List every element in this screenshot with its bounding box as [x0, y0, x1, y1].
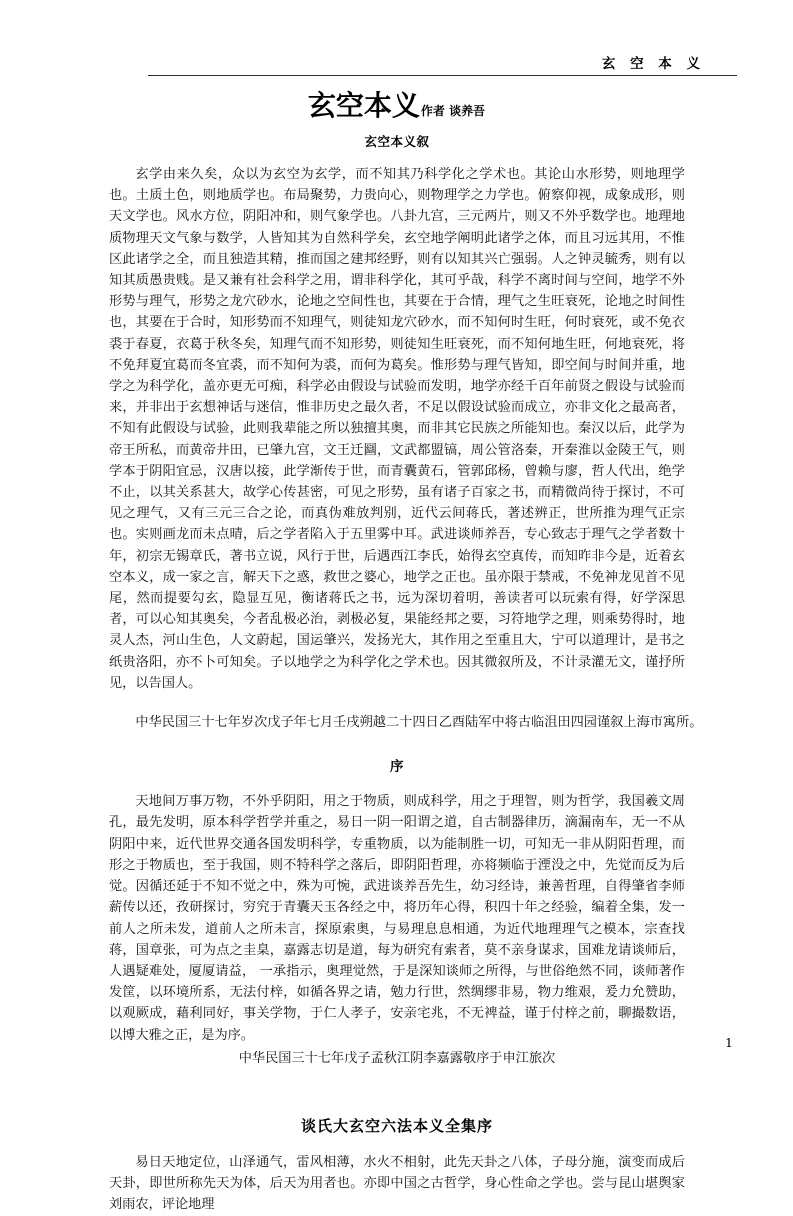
- author-byline: 作者 谈养吾: [420, 104, 486, 118]
- running-header-title: 玄 空 本 义: [601, 56, 705, 72]
- paragraph-quanji-xu: 易日天地定位，山泽通气，雷风相薄，水火不相射，此先天卦之八体，子母分施，演变而成后天卦，即世所称先天为体，后天为用者也。亦即中国之古哲学，身心性命之学也。尝与昆山堪舆家刘雨农，评论地理: [109, 1154, 685, 1213]
- section-heading-xu: 序: [390, 759, 404, 776]
- page-title: 玄空本义: [307, 89, 420, 122]
- running-header: [148, 52, 737, 80]
- paragraph-xuankong-benyi-xu: 玄学由来久矣，众以为玄空为玄学，而不知其乃科学化之学术也。其论山水形势，则地理学也。土质土色，则地质学也。布局聚势，力贵向心，则物理学之力学也。俯察仰视，成象成形，则天文学也。风水方位，阴阳冲和，则气象学也。八卦九宫，三元两片，则又不外乎数学也。地理地质物理天文气象与数学，人皆知其为自然科学矣，玄空地学阐明此诸学之体，而且习远其用，不惟区此诸学之全，而且独造其精，推而国之建邦经野，则有以知其兴亡强弱。人之钟灵毓秀，则有以知其质愚贵贱。是又兼有社会科学之用，谓非科学化，其可乎哉，科学不离时间与空间，地学不外形势与理气，形势之龙穴砂水，论地之空间性也，其要在于合情，理气之生旺衰死，论地之时间性也，其要在于合时，知形势而不知理气，则徒知龙穴砂水，而不知何时生旺，何时衰死，或不免衣裘于春夏，衣葛于秋冬矣，知理气而不知形势，则徒知生旺衰死，而不知何地生旺，何地衰死，将不免拜夏宜葛而冬宜裘，而不知何为裘，而何为葛矣。惟形势与理气皆知，即空间与时间并重，地学之为科学化，盖亦更无可痴，科学必由假设与试验而发明，地学亦经千百年前贤之假设与试验而来，并非出于玄想神话与迷信，惟非历史之最久者，不足以假设试验而成立，亦非文化之最高者，不知有此假设与试验，此则我辈能之所以独擅其奥，而非其它民族之所能知也。秦汉以后，此学为帝王所私，而黄帝井田，已肇九宫，文王迁圝，文武都盟镐，周公管洛秦，开秦淮以金陵王气，则学本于阴阳宜忌，汉唐以接，此学渐传于世，而青囊黄石，管郭邱杨，曾赖与廖，哲人代出，绝学不止，以其关系甚大，故学心传甚密，可见之形势，虽有诸子百家之书，而精微尚待于探讨，不可见之理气，又有三元三合之论，而真伪难放判别，近代云间蒋氏，著述辨正，世所推为理气正宗也。实则画龙而未点晴，后之学者陷入于五里雾中耳。武进谈师养吾，专心致志于理气之学者数十年，初宗无锡章氏，著书立说，风行于世，后遇西江李氏，始得玄空真传，而知昨非今是，近着玄空本义，成一家之言，解天下之惑，救世之婆心，地学之正也。虽亦限于禁戒，不免神龙见首不见尾，然而提要勾玄，隐显互见，衡诸蒋氏之书，远为深切着明，善读者可以玩索有得，好学深思者，可以心知其奥矣，今者乱极必治，剥极必复，果能经邦之要，习符地学之理，则乘势得时，地灵人杰，河山生色，人文蔚起，国运肇兴，发扬光大，其作用之至重且大，宁可以道理计，是书之纸贵洛阳，亦不卜可知矣。子以地学之为科学化之学术也。因其微叙所及，不计录灌无文，谨抒所见，以告国人。: [109, 167, 685, 691]
- paragraph-xu: 天地间万事万物，不外乎阴阳，用之于物质，则成科学，用之于理智，则为哲学，我国羲文周孔，最先发明，原本科学哲学并重之，易日一阴一阳谓之道，自古制器律历，滴漏南车，无一不从阴阳中来，近代世界交通各国发明科学，专重物质，以为能制胜一切，可知无一非从阴阳哲理，而形之于物质也，至于我国，则不特科学之落后，即阴阳哲理，亦将频临于湮没之中，先觉而反为后觉。因循还延于不知不觉之中，殊为可惋，武进谈养吾先生，幼习经诗，兼善哲理，自得肇省李师薪传以还，孜研探讨，穷究于青囊天玉各经之中，将历年心得，积四十年之经验，编着全集，发一前人之所未发，道前人之所未言，探原索奥，与易理息息相通，为近代地理理气之模本，宗查找蒋，国章张，可为点之圭臬，嘉露志切是道，每为研究有索者，莫不亲身谋求，国难龙请谈师后，人遇疑难处，厦厦请益， 一承指示，奥理觉然，于是深知谈师之所得，与世俗绝然不同，谈师著作发筐，以环境所系，无法付梓，如循各界之请，勉力行世，然绸缪非易，物力维艰，爰力允赞助，以观厥成，藉利同好，事关学物，于仁人孝子，安亲宅兆，不无裨益，谨于付梓之前，聊撮数语，以博大雅之正，是为序。: [109, 794, 685, 1043]
- date-line-xuankong-benyi-xu: 中华民国三十七年岁次戊子年七月壬戌朔越二十四日乙酉陆军中将古临沮田四园谨叙上海市寓所。: [135, 715, 703, 731]
- header-divider-rule: [148, 75, 737, 76]
- section-heading-quanji-xu: 谈氏大玄空六法本义全集序: [300, 1116, 493, 1135]
- page-number: 1: [725, 1035, 733, 1050]
- title-block: [0, 84, 793, 124]
- section-heading-xuankong-benyi-xu: 玄空本义叙: [364, 134, 430, 149]
- date-line-xu: 中华民国三十七年戊子孟秋江阴李嘉露敬序于申江旅次: [238, 1050, 556, 1066]
- document-body: [109, 132, 703, 1216]
